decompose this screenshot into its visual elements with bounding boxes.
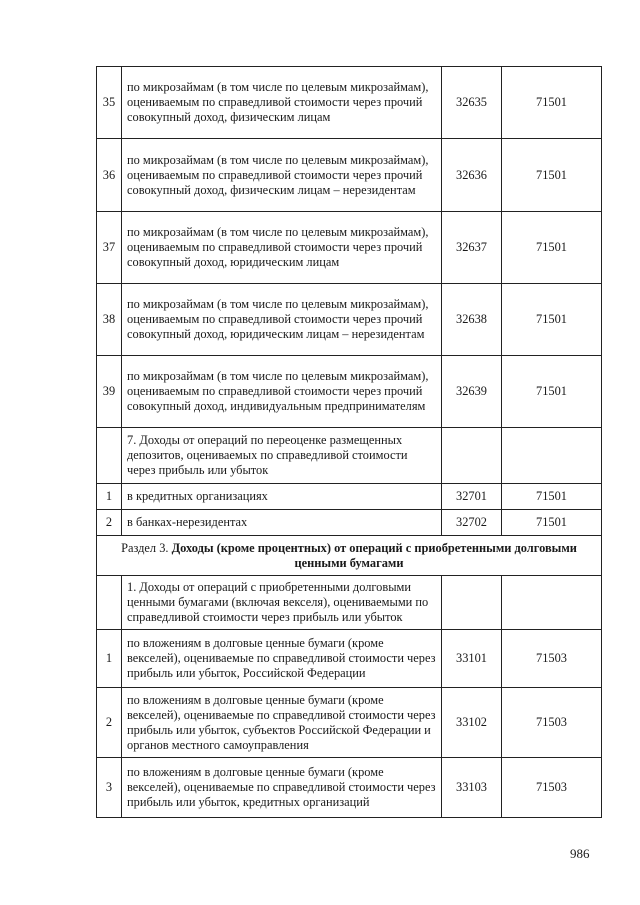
row-number xyxy=(97,428,122,484)
section-title: Доходы (кроме процентных) от операций с приобретенными долговыми ценными бумагами xyxy=(171,540,577,570)
table-row xyxy=(97,212,602,284)
account-code: 32637 xyxy=(442,212,502,284)
account-code: 32701 xyxy=(442,484,502,510)
account-code: 32638 xyxy=(442,284,502,356)
row-description: по вложениям в долговые ценные бумаги (кроме векселей), оцениваемые по справедливой стоимости через прибыль или убыток, Российской Федерации xyxy=(122,630,442,688)
account-code: 32635 xyxy=(442,67,502,139)
row-number: 38 xyxy=(97,284,122,356)
account-code: 33102 xyxy=(442,688,502,758)
row-description: по вложениям в долговые ценные бумаги (кроме векселей), оцениваемые по справедливой стоимости через прибыль или убыток, кредитных организаций xyxy=(122,758,442,818)
section-heading xyxy=(97,536,602,576)
table-row xyxy=(97,484,602,510)
account-code xyxy=(442,576,502,630)
row-description: по микрозаймам (в том числе по целевым микрозаймам), оцениваемым по справедливой стоимости через прочий совокупный доход, физическим лицам xyxy=(122,67,442,139)
group-title: 1. Доходы от операций с приобретенными долговыми ценными бумагами (включая векселя), оцениваемыми по справедливой стоимости через прибыль или убыток xyxy=(122,576,442,630)
symbol-code: 71501 xyxy=(502,212,602,284)
row-number: 2 xyxy=(97,510,122,536)
table-row xyxy=(97,510,602,536)
row-number: 1 xyxy=(97,630,122,688)
group-title: 7. Доходы от операций по переоценке размещенных депозитов, оцениваемых по справедливой стоимости через прибыль или убыток xyxy=(122,428,442,484)
row-description: по микрозаймам (в том числе по целевым микрозаймам), оцениваемым по справедливой стоимости через прочий совокупный доход, физическим лицам – нерезидентам xyxy=(122,139,442,212)
row-number: 3 xyxy=(97,758,122,818)
account-code: 32636 xyxy=(442,139,502,212)
row-number: 39 xyxy=(97,356,122,428)
section-prefix: Раздел 3. xyxy=(121,540,172,555)
row-description: по вложениям в долговые ценные бумаги (кроме векселей), оцениваемые по справедливой стоимости через прибыль или убыток, субъектов Российской Федерации и органов местного самоуправления xyxy=(122,688,442,758)
table-row xyxy=(97,284,602,356)
account-code xyxy=(442,428,502,484)
row-description: по микрозаймам (в том числе по целевым микрозаймам), оцениваемым по справедливой стоимости через прочий совокупный доход, юридическим лицам xyxy=(122,212,442,284)
row-description: в банках-нерезидентах xyxy=(122,510,442,536)
table-row xyxy=(97,139,602,212)
symbol-code: 71501 xyxy=(502,139,602,212)
row-number: 1 xyxy=(97,484,122,510)
symbol-code: 71503 xyxy=(502,688,602,758)
section-heading-row xyxy=(97,536,602,576)
symbol-code: 71501 xyxy=(502,67,602,139)
group-header-row xyxy=(97,576,602,630)
row-number: 37 xyxy=(97,212,122,284)
row-description: по микрозаймам (в том числе по целевым микрозаймам), оцениваемым по справедливой стоимости через прочий совокупный доход, индивидуальным предпринимателям xyxy=(122,356,442,428)
symbol-code xyxy=(502,576,602,630)
page-number: 986 xyxy=(570,846,590,861)
table-row xyxy=(97,67,602,139)
account-code: 32639 xyxy=(442,356,502,428)
row-number xyxy=(97,576,122,630)
row-description: по микрозаймам (в том числе по целевым микрозаймам), оцениваемым по справедливой стоимости через прочий совокупный доход, юридическим лицам – нерезидентам xyxy=(122,284,442,356)
table-row xyxy=(97,630,602,688)
account-code: 32702 xyxy=(442,510,502,536)
account-code: 33101 xyxy=(442,630,502,688)
row-description: в кредитных организациях xyxy=(122,484,442,510)
table-row xyxy=(97,356,602,428)
account-code: 33103 xyxy=(442,758,502,818)
symbol-code: 71503 xyxy=(502,630,602,688)
table-row xyxy=(97,688,602,758)
symbol-code: 71503 xyxy=(502,758,602,818)
symbol-code: 71501 xyxy=(502,284,602,356)
row-number: 35 xyxy=(97,67,122,139)
symbol-code xyxy=(502,428,602,484)
symbol-code: 71501 xyxy=(502,356,602,428)
accounts-table xyxy=(96,66,602,818)
table-row xyxy=(97,758,602,818)
row-number: 2 xyxy=(97,688,122,758)
symbol-code: 71501 xyxy=(502,510,602,536)
symbol-code: 71501 xyxy=(502,484,602,510)
row-number: 36 xyxy=(97,139,122,212)
group-header-row xyxy=(97,428,602,484)
